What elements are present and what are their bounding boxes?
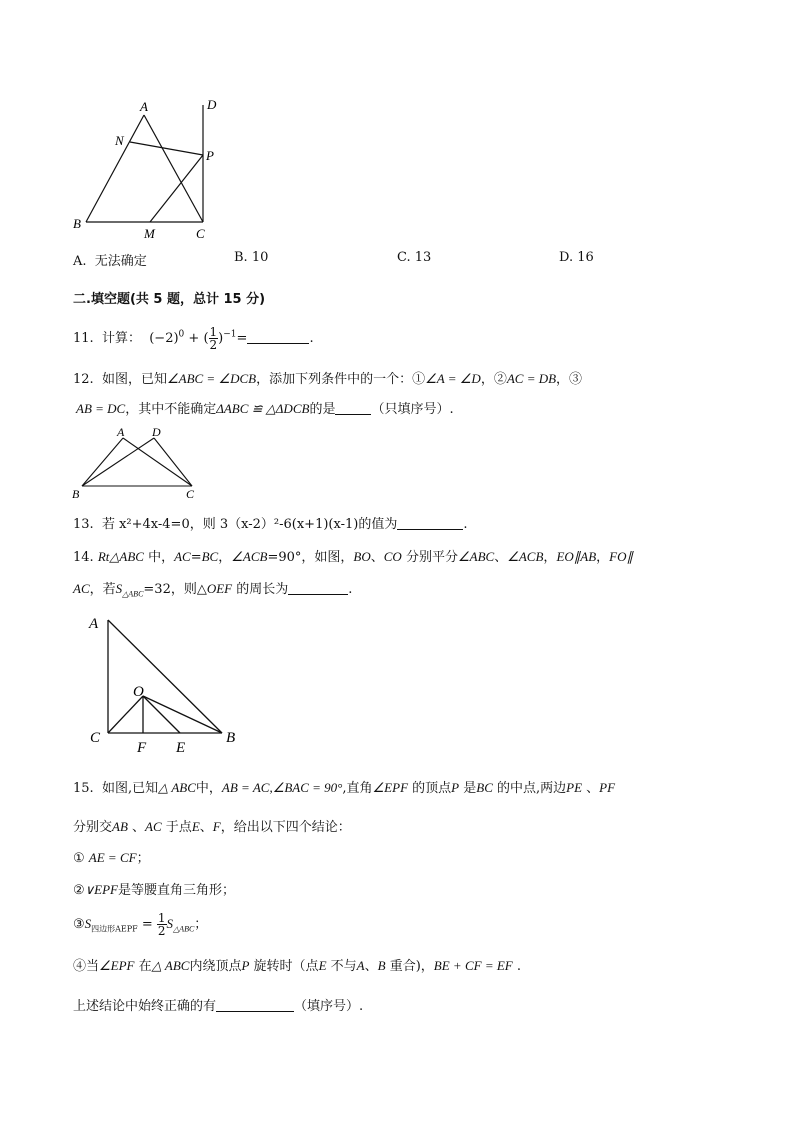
q10-label-M: M: [144, 226, 155, 241]
q15-final: [73, 995, 363, 1014]
q12-answer-blank[interactable]: [335, 401, 371, 415]
q15-t-2h: F: [212, 819, 221, 834]
q13-answer-blank[interactable]: [397, 516, 463, 530]
q15-t-1h: 是: [459, 781, 477, 796]
q15-c4-l: .: [512, 959, 521, 974]
q14-label-E: E: [176, 740, 186, 756]
q14-t-2f: .: [348, 582, 353, 597]
q10-line-NP: [130, 142, 203, 155]
q15-c1-mark: ①: [73, 851, 85, 866]
q14-t-1n: 、: [494, 550, 508, 565]
q14-t-1i: BO: [353, 549, 371, 564]
q15-triangle: △ ABC: [158, 780, 196, 795]
q15-c2-mark: ②: [73, 883, 85, 898]
q15-c4-tri: △ ABC: [151, 958, 190, 973]
q15-c4-a: ∠EPF: [99, 958, 135, 973]
q11-close: ): [218, 331, 224, 346]
q12-line-DC: [154, 438, 192, 486]
q10-option-a-text: 无法确定: [94, 254, 147, 269]
q15-t-2b: AB: [112, 819, 128, 834]
q10-line-AC: [144, 115, 203, 222]
q15-t-1l: 、: [582, 781, 600, 796]
q11-plus: + (: [188, 331, 209, 346]
q12-text-2a: ，其中不能确定: [125, 402, 217, 417]
q12-line2: [76, 398, 454, 417]
q15-c1: AE = CF: [88, 850, 137, 865]
q15-t-1a: 如图,已知: [101, 781, 159, 796]
q12-line1: [73, 368, 582, 387]
q15-c3-frac-num: 1: [157, 911, 166, 925]
q15-final-b: （填序号）.: [294, 999, 364, 1014]
q14-t-1b: 中，: [143, 550, 175, 565]
q10-option-c-text: 13: [414, 250, 432, 265]
q15-conclusion-3: [73, 912, 207, 937]
q14-line2: [73, 578, 352, 599]
q12-congruence: ΔABC ≌ △ΔDCB: [216, 401, 310, 416]
q10-option-a: [73, 250, 147, 269]
q15-c3-mark: ③: [73, 917, 85, 932]
q10-option-d-letter: D.: [559, 250, 574, 265]
q15-c4-k: BE + CF = EF: [433, 958, 513, 973]
q14-line-OB: [143, 696, 222, 733]
q14-t-2b: ，若: [89, 582, 116, 597]
q12-label-B: B: [72, 487, 80, 501]
q15-c3-s2: S: [166, 916, 174, 931]
q10-line-AB: [86, 115, 144, 222]
q14-area-sub: △ABC: [122, 589, 144, 599]
q12-line-AC: [123, 438, 192, 486]
q10-label-B: B: [73, 216, 81, 231]
q12-cond1: ∠A = ∠D: [425, 371, 481, 386]
q14-t-1m: ∠ABC: [457, 549, 495, 564]
q11-fraction: [209, 326, 219, 351]
q10-option-c: [397, 250, 431, 265]
q15-c4-c: 内绕顶点: [189, 959, 242, 974]
q15-c4-d: 旋转时（点: [249, 959, 319, 974]
q15-t-1f: 的顶点: [408, 781, 452, 796]
q15-t-2a: 分别交: [73, 820, 113, 835]
q10-label-A: A: [140, 99, 148, 114]
q11-frac-den: 2: [209, 338, 218, 352]
q10-option-d: [559, 250, 594, 265]
q11-eq: =: [236, 331, 248, 346]
q11: [73, 326, 314, 351]
q10-option-b: [234, 250, 268, 265]
q14-line1: [73, 546, 633, 565]
q15-c1-end: ；: [136, 851, 150, 866]
q13-text: 若 x²+4x-4=0，则 3（x-2）²-6(x+1)(x-1)的值为: [101, 517, 398, 532]
q15-line1: [73, 777, 615, 796]
q15-c3-fraction: [157, 912, 167, 937]
q15-t-2e: 于点: [161, 820, 192, 835]
q15-t-1g: P: [451, 780, 460, 795]
q15-c3-end: ；: [194, 917, 208, 932]
q14-area-s: S: [115, 581, 123, 596]
q12-cond-main: ∠ABC = ∠DCB: [166, 371, 257, 386]
q12-text-2b: 的是: [309, 402, 336, 417]
q14-label-O: O: [133, 684, 144, 700]
q15-answer-blank[interactable]: [216, 998, 294, 1012]
q15-c2-b: 是等腰直角三角形；: [118, 883, 236, 898]
q14-t-2d: OEF: [206, 581, 233, 596]
q10-option-b-text: 10: [251, 250, 269, 265]
q14-t-2a: AC: [73, 581, 90, 596]
q11-answer-blank[interactable]: [247, 330, 309, 344]
q10-option-a-letter: A.: [73, 254, 87, 269]
q14-rt-triangle: Rt△ABC: [97, 549, 144, 564]
q15-c3-s: S: [84, 916, 92, 931]
q15-conclusion-2: [73, 879, 235, 898]
q12-label-A: A: [117, 425, 125, 439]
q14-t-1s: FO∥: [609, 549, 634, 564]
q15-c4-p: P: [241, 958, 250, 973]
q15-conclusion-1: [73, 847, 150, 866]
q14-figure: [82, 608, 252, 758]
q15-t-2f: E: [191, 819, 200, 834]
q10-option-b-letter: B.: [234, 250, 248, 265]
q15-t-1c: AB = AC,∠BAC = 90°: [221, 780, 343, 795]
q14-t-2e: 的周长为: [232, 582, 289, 597]
q13: [73, 513, 467, 532]
q15-c2-a: ∨EPF: [84, 882, 118, 897]
q15-t-1b: 中，: [195, 781, 222, 796]
q14-t-1e: BC: [201, 549, 219, 564]
q13-number: 13.: [73, 517, 94, 532]
q14-t-1l: 分别平分: [401, 550, 458, 565]
q11-exp0: 0: [178, 329, 185, 340]
q14-t-1o: ∠ACB: [507, 549, 544, 564]
q12-figure: [66, 424, 206, 502]
q15-c3-frac-den: 2: [157, 924, 166, 938]
q15-t-1i: BC: [476, 780, 493, 795]
q15-t-1m: PF: [599, 780, 616, 795]
q13-end: .: [463, 517, 468, 532]
q14-label-B: B: [226, 730, 236, 746]
q15-c3-sub2: △ABC: [173, 924, 195, 934]
q14-t-1p: ，: [543, 550, 557, 565]
q15-c4-f: 不与: [326, 959, 357, 974]
q14-label-F: F: [137, 740, 147, 756]
q11-exp-neg: −1: [223, 329, 237, 340]
q15-c3-sub: 四边形AEPF: [91, 924, 138, 934]
q10-label-P: P: [206, 148, 214, 163]
q10-figure: [60, 95, 230, 245]
q12-line-DB: [82, 438, 154, 486]
q15-t-1e: ∠EPF: [372, 780, 409, 795]
q10-label-N: N: [115, 133, 124, 148]
q12-text-2c: （只填序号）.: [371, 402, 454, 417]
q15-c4-h: 、: [364, 959, 378, 974]
q12-sep1: ，②: [480, 372, 507, 387]
q15-c4-i: B: [377, 958, 386, 973]
q12-label-C: C: [186, 487, 195, 501]
q15-line2: [73, 816, 351, 835]
q11-number: 11.: [73, 331, 94, 346]
q12-label-D: D: [152, 425, 161, 439]
q15-c4-e: E: [318, 958, 327, 973]
q12-line-AB: [82, 438, 123, 486]
q12-number: 12.: [73, 372, 94, 387]
q10-label-C: C: [196, 226, 205, 241]
q14-answer-blank[interactable]: [288, 581, 348, 595]
q12-cond2: AC = DB: [506, 371, 557, 386]
q15-t-1d: ,直角: [342, 781, 373, 796]
q11-frac-num: 1: [209, 325, 218, 339]
q12-text-1a: 如图，已知: [101, 372, 167, 387]
q15-conclusion-4: [73, 955, 521, 974]
q15-c4-mark: ④当: [73, 959, 100, 974]
q15-number: 15.: [73, 781, 94, 796]
q14-t-1d: =: [190, 550, 202, 565]
q15-c4-j: 重合)，: [385, 959, 434, 974]
q14-t-1h: =90°，如图，: [267, 550, 354, 565]
q15-final-a: 上述结论中始终正确的有: [73, 999, 217, 1014]
q15-t-2i: ，给出以下四个结论：: [220, 820, 351, 835]
q11-base: (−2): [149, 331, 179, 346]
q15-c4-b: 在: [134, 959, 152, 974]
q12-text-1b: ，添加下列条件中的一个：①: [256, 372, 426, 387]
q10-line-MP: [150, 155, 203, 222]
section-title: 二.填空题(共 5 题，总计 15 分): [73, 292, 266, 307]
q15-c4-g: A: [356, 958, 365, 973]
q14-line-OE: [143, 696, 180, 733]
q14-line-OC: [108, 696, 143, 733]
q10-label-D: D: [207, 97, 217, 112]
q15-t-2d: AC: [145, 819, 162, 834]
q15-c3-eq: =: [137, 917, 157, 932]
q14-number: 14.: [73, 550, 94, 565]
q14-label-C: C: [90, 730, 101, 746]
q14-t-1r: ，: [596, 550, 610, 565]
q14-t-1j: 、: [370, 550, 384, 565]
q10-option-d-text: 16: [577, 250, 594, 265]
q12-cond3: AB = DC: [76, 401, 126, 416]
q14-t-1g: ∠ACB: [231, 549, 268, 564]
q14-line-AB: [108, 620, 222, 733]
q11-lead: 计算：: [101, 331, 141, 346]
q15-t-1k: PE: [566, 780, 583, 795]
q12-sep2: ，③: [556, 372, 583, 387]
q14-label-A: A: [89, 616, 99, 632]
q15-t-2c: 、: [127, 820, 146, 835]
q14-t-1f: ，: [218, 550, 232, 565]
q10-option-c-letter: C.: [397, 250, 411, 265]
q14-t-1k: CO: [383, 549, 402, 564]
q14-t-1c: AC: [174, 549, 191, 564]
q15-t-2g: 、: [199, 820, 213, 835]
q14-t-1q: EO∥AB: [556, 549, 597, 564]
q15-t-1j: 的中点,两边: [492, 781, 567, 796]
q14-t-2c: =32，则△: [143, 582, 207, 597]
q11-end: .: [309, 331, 314, 346]
